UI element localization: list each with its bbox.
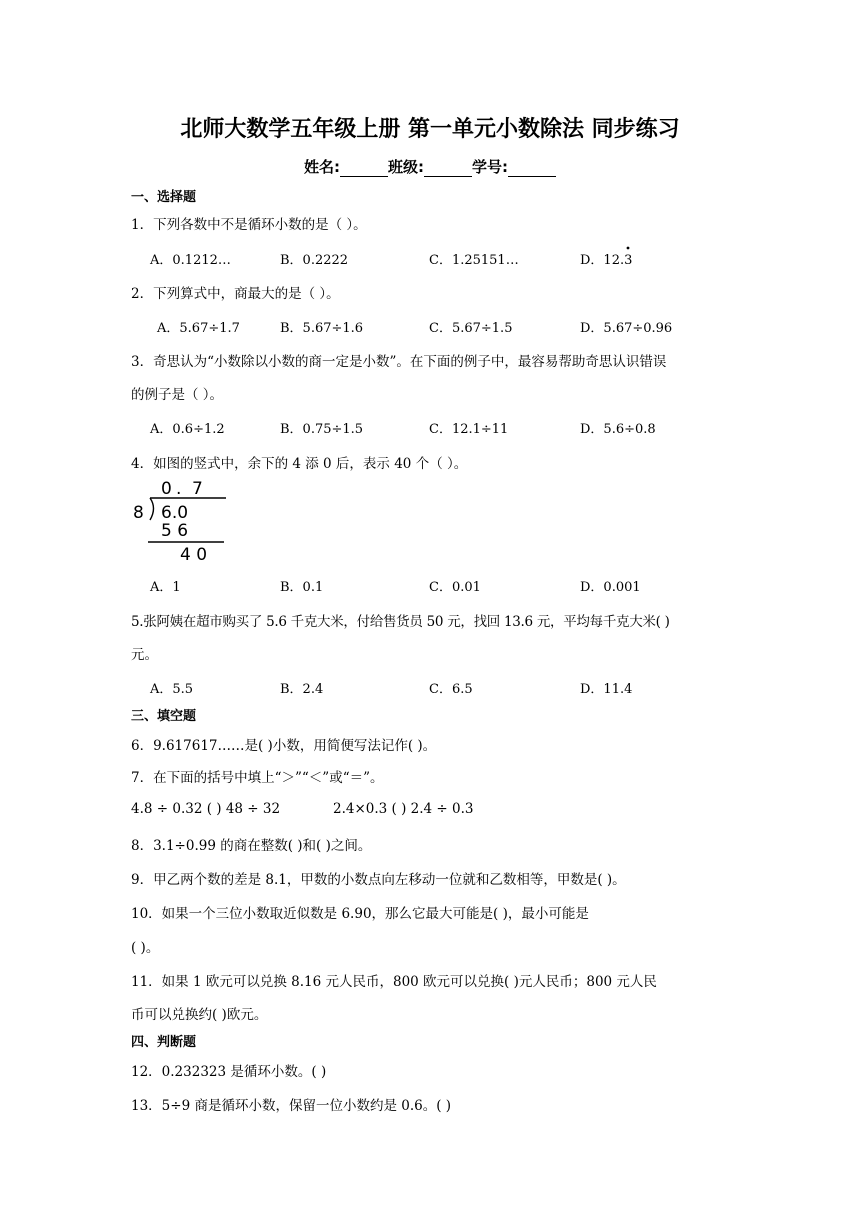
question-11-line-2: 币可以兑换约( )欧元。	[131, 1007, 268, 1023]
question-5-line-1: 5.张阿姨在超市购买了 5.6 千克大米，付给售货员 50 元，找回 13.6 元，平均每千克大米( )	[131, 614, 670, 630]
question-3-line-1: 3．奇思认为“小数除以小数的商一定是小数”。在下面的例子中，最容易帮助奇思认识错误	[131, 354, 667, 370]
page-title: 北师大数学五年级上册 第一单元小数除法 同步练习	[180, 117, 680, 142]
long-division-diagram	[128, 474, 228, 564]
quotient-decimal-point: .	[176, 479, 182, 499]
q1-option-a[interactable]: A．0.1212…	[150, 253, 231, 268]
q7-expression-1: 4.8 ÷ 0.32 ( ) 48 ÷ 32	[131, 801, 281, 817]
question-8-text: 8．3.1÷0.99 的商在整数( )和( )之间。	[131, 838, 372, 854]
section-choice-heading: 一、选择题	[131, 190, 197, 205]
quotient-digit-7: 7	[192, 479, 203, 499]
class-label: 班级:	[388, 158, 424, 176]
question-11-line-1: 11．如果 1 欧元可以兑换 8.16 元人民币，800 欧元可以兑换( )元人民币；800 元人民	[131, 974, 657, 990]
quotient-digit-0: 0	[161, 479, 172, 499]
product-text: 5 6	[161, 521, 189, 541]
q5-option-b[interactable]: B．2.4	[280, 682, 324, 697]
question-13-text: 13．5÷9 商是循环小数，保留一位小数约是 0.6。( )	[131, 1098, 452, 1114]
section-fill-heading: 三、填空题	[131, 709, 197, 724]
q5-option-c[interactable]: C．6.5	[429, 682, 473, 697]
question-3-line-2: 的例子是（ ）。	[131, 387, 224, 403]
question-7-text: 7．在下面的括号中填上“＞”“＜”或“＝”。	[131, 770, 384, 786]
q2-option-d[interactable]: D．5.67÷0.96	[580, 321, 673, 336]
q2-option-b[interactable]: B．5.67÷1.6	[280, 321, 364, 336]
dividend-text: 6.0	[161, 503, 189, 523]
q3-option-d[interactable]: D．5.6÷0.8	[580, 422, 656, 437]
question-5-line-2: 元。	[131, 647, 158, 663]
q3-option-a[interactable]: A．0.6÷1.2	[150, 422, 225, 437]
question-12-text: 12．0.232323 是循环小数。( )	[131, 1064, 327, 1080]
q5-option-d[interactable]: D．11.4	[580, 682, 633, 697]
remainder-text: 4 0	[180, 545, 208, 564]
q3-option-c[interactable]: C．12.1÷11	[429, 422, 509, 437]
q1-option-d[interactable]: D．12.3	[580, 253, 633, 268]
question-4-text: 4．如图的竖式中，余下的 4 添 0 后，表示 40 个（ ）。	[131, 456, 468, 472]
q2-option-c[interactable]: C．5.67÷1.5	[429, 321, 513, 336]
q7-expression-2: 2.4×0.3 ( ) 2.4 ÷ 0.3	[333, 801, 474, 817]
q3-option-b[interactable]: B．0.75÷1.5	[280, 422, 364, 437]
id-blank[interactable]	[508, 162, 556, 177]
section-judge-heading: 四、判断题	[131, 1035, 197, 1050]
q4-option-c[interactable]: C．0.01	[429, 580, 481, 595]
repeating-dot-mark	[625, 245, 631, 251]
q1-option-c[interactable]: C．1.25151…	[429, 253, 519, 268]
q4-option-a[interactable]: A．1	[150, 580, 181, 595]
q4-option-d[interactable]: D．0.001	[580, 580, 641, 595]
question-1-text: 1．下列各数中不是循环小数的是（ ）。	[131, 217, 367, 233]
question-10-line-2: ( )。	[131, 940, 160, 956]
class-blank[interactable]	[424, 162, 472, 177]
q5-option-a[interactable]: A．5.5	[150, 682, 194, 697]
student-info-line	[0, 156, 860, 177]
divisor-text: 8	[133, 503, 144, 523]
q2-option-a[interactable]: A．5.67÷1.7	[157, 321, 240, 336]
q1-option-b[interactable]: B．0.2222	[280, 253, 349, 268]
name-blank[interactable]	[340, 162, 388, 177]
question-10-line-1: 10．如果一个三位小数取近似数是 6.90，那么它最大可能是( )，最小可能是	[131, 906, 589, 922]
question-9-text: 9．甲乙两个数的差是 8.1，甲数的小数点向左移动一位就和乙数相等，甲数是( )。	[131, 872, 626, 888]
question-2-text: 2．下列算式中，商最大的是（ ）。	[131, 286, 340, 302]
name-label: 姓名:	[304, 158, 340, 176]
q4-option-b[interactable]: B．0.1	[280, 580, 324, 595]
division-bracket	[150, 498, 154, 520]
id-label: 学号:	[472, 158, 508, 176]
question-6-text: 6．9.617617……是( )小数，用简便写法记作( )。	[131, 738, 437, 754]
